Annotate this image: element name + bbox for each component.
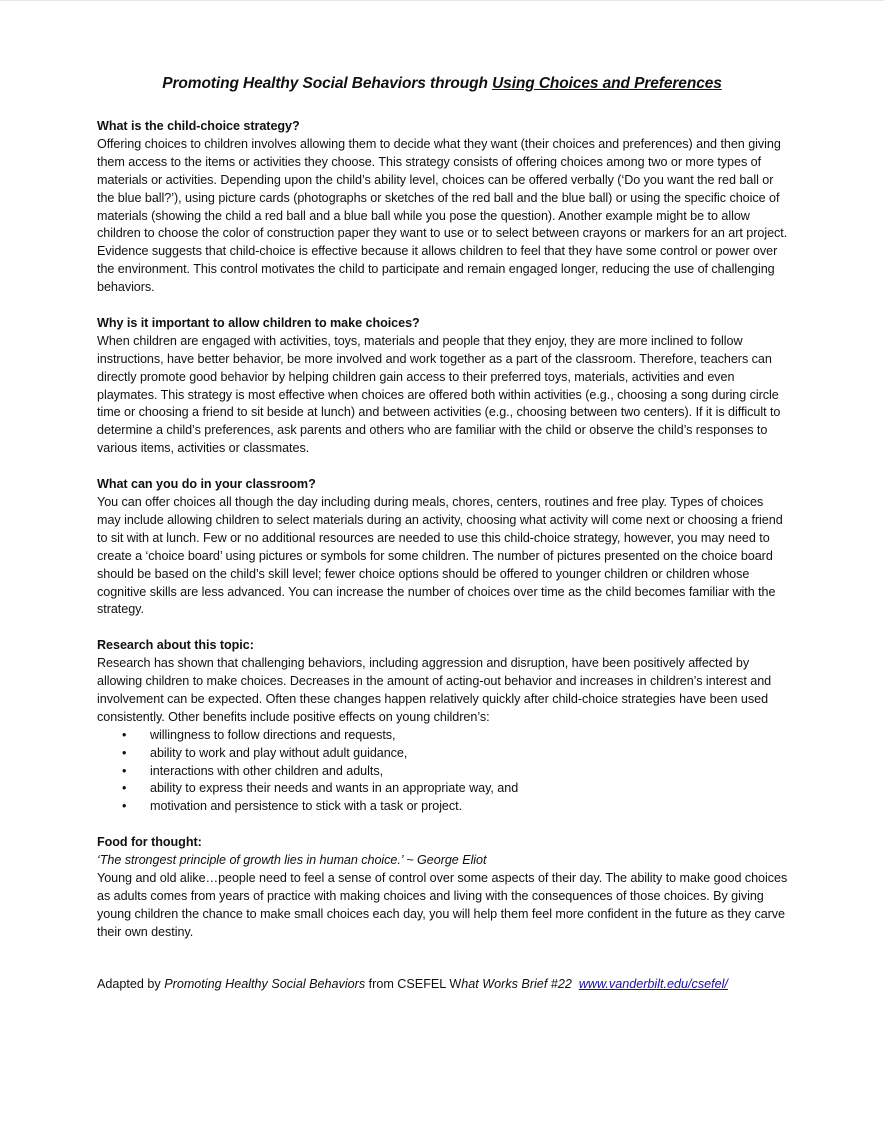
section-research — [97, 637, 789, 816]
list-item: • ability to work and play without adult guidance, — [97, 745, 789, 763]
list-item: • ability to express their needs and wants in an appropriate way, and — [97, 780, 789, 798]
section-what — [97, 118, 789, 297]
section-paragraph: Offering choices to children involves allowing them to decide what they want (their choices and preferences) and then giving them access to the items or activities they choose. This strategy consists of offering choices among two or more types of materials or activities. Depending upon the child’s ability level, choices can be offered verbally (‘Do you want the red ball or the blue ball?’), using picture cards (photographs or sketches of the red ball and the blue ball) or using the specific choice of materials (showing the child a red ball and a blue ball while you pose the question). Another example might be to allow children to choose the color of construction paper they want to use or to select between crayons or markers for an art project. Evidence suggests that child-choice is effective because it allows children to feel that they have some control or power over the environment. This control motivates the child to participate and remain engaged longer, reducing the use of challenging behaviors. — [97, 136, 788, 295]
title-underlined: Using Choices and Preferences — [492, 75, 722, 92]
section-paragraph: When children are engaged with activities, toys, materials and people that they enjoy, they are more inclined to follow instructions, have better behavior, be more involved and work together as a part of the classroom. Therefore, teachers can directly promote good behavior by helping children gain access to their preferred toys, materials, activities and even playmates. This strategy is most effective when choices are offered both within activities (e.g., choosing a song during circle time or choosing a friend to sit beside at lunch) and between activities (e.g., choosing between two centers). If it is difficult to determine a child’s preferences, ask parents and others who are familiar with the child or observe the child’s responses to various items, activities or classmates. — [97, 333, 781, 456]
footer-source: Promoting Healthy Social Behaviors — [164, 977, 366, 991]
section-heading: Why is it important to allow children to make choices? — [97, 315, 420, 330]
title-prefix: Promoting Healthy Social Behaviors through — [162, 75, 493, 92]
list-item: • interactions with other children and adults, — [97, 763, 789, 781]
section-paragraph: You can offer choices all though the day including during meals, chores, centers, routines and free play. Types of choices may include allowing children to select materials during an activity, choosing what activity will come next or choosing a friend to sit with at lunch. Few or no additional resources are needed to use this child-choice strategy, however, you may need to create a ‘choice board’ using pictures or symbols for some children. The number of pictures presented on the choice board should be based on the child’s skill level; fewer choice options should be offered to younger children or children whose cognitive skills are less advanced. You can increase the number of choices over time as the child becomes familiar with the strategy. — [97, 495, 783, 617]
section-heading: What can you do in your classroom? — [97, 477, 316, 492]
section-food-for-thought — [97, 834, 789, 941]
section-heading: Food for thought: — [97, 835, 202, 850]
section-paragraph: Young and old alike…people need to feel a sense of control over some aspects of their day. The ability to make good choices as adults comes from years of practice with making choices and living with the consequences of those choices. By giving young children the chance to make small choices each day, you will help them feel more confident in the future as they carve their own destiny. — [97, 871, 788, 939]
section-paragraph: Research has shown that challenging behaviors, including aggression and disruption, have been positively affected by allowing children to make choices. Decreases in the amount of acting-out behavior and increases in children’s interest and involvement can be expected. Often these changes happen relatively quickly after child-choice strategies have been used consistently. Other benefits include positive effects on young children’s: — [97, 656, 772, 724]
footer-spacer — [572, 977, 579, 991]
list-item: • willingness to follow directions and requests, — [97, 727, 789, 745]
section-heading: Research about this topic: — [97, 638, 254, 653]
footer-attribution — [97, 976, 817, 994]
section-classroom — [97, 476, 789, 619]
document-body — [97, 118, 789, 960]
quote: ‘The strongest principle of growth lies in human choice.’ ~ George Eliot — [97, 853, 487, 868]
benefits-list — [97, 727, 789, 817]
footer-brief: hat Works Brief #22 — [461, 977, 572, 991]
footer-middle: from CSEFEL W — [365, 977, 462, 991]
footer-prefix: Adapted by — [97, 977, 165, 991]
section-heading: What is the child-choice strategy? — [97, 119, 300, 133]
page-title — [0, 75, 884, 93]
vanderbilt-link[interactable]: www.vanderbilt.edu/csefel/ — [578, 977, 728, 991]
list-item: • motivation and persistence to stick with a task or project. — [97, 798, 789, 816]
section-why — [97, 315, 789, 458]
